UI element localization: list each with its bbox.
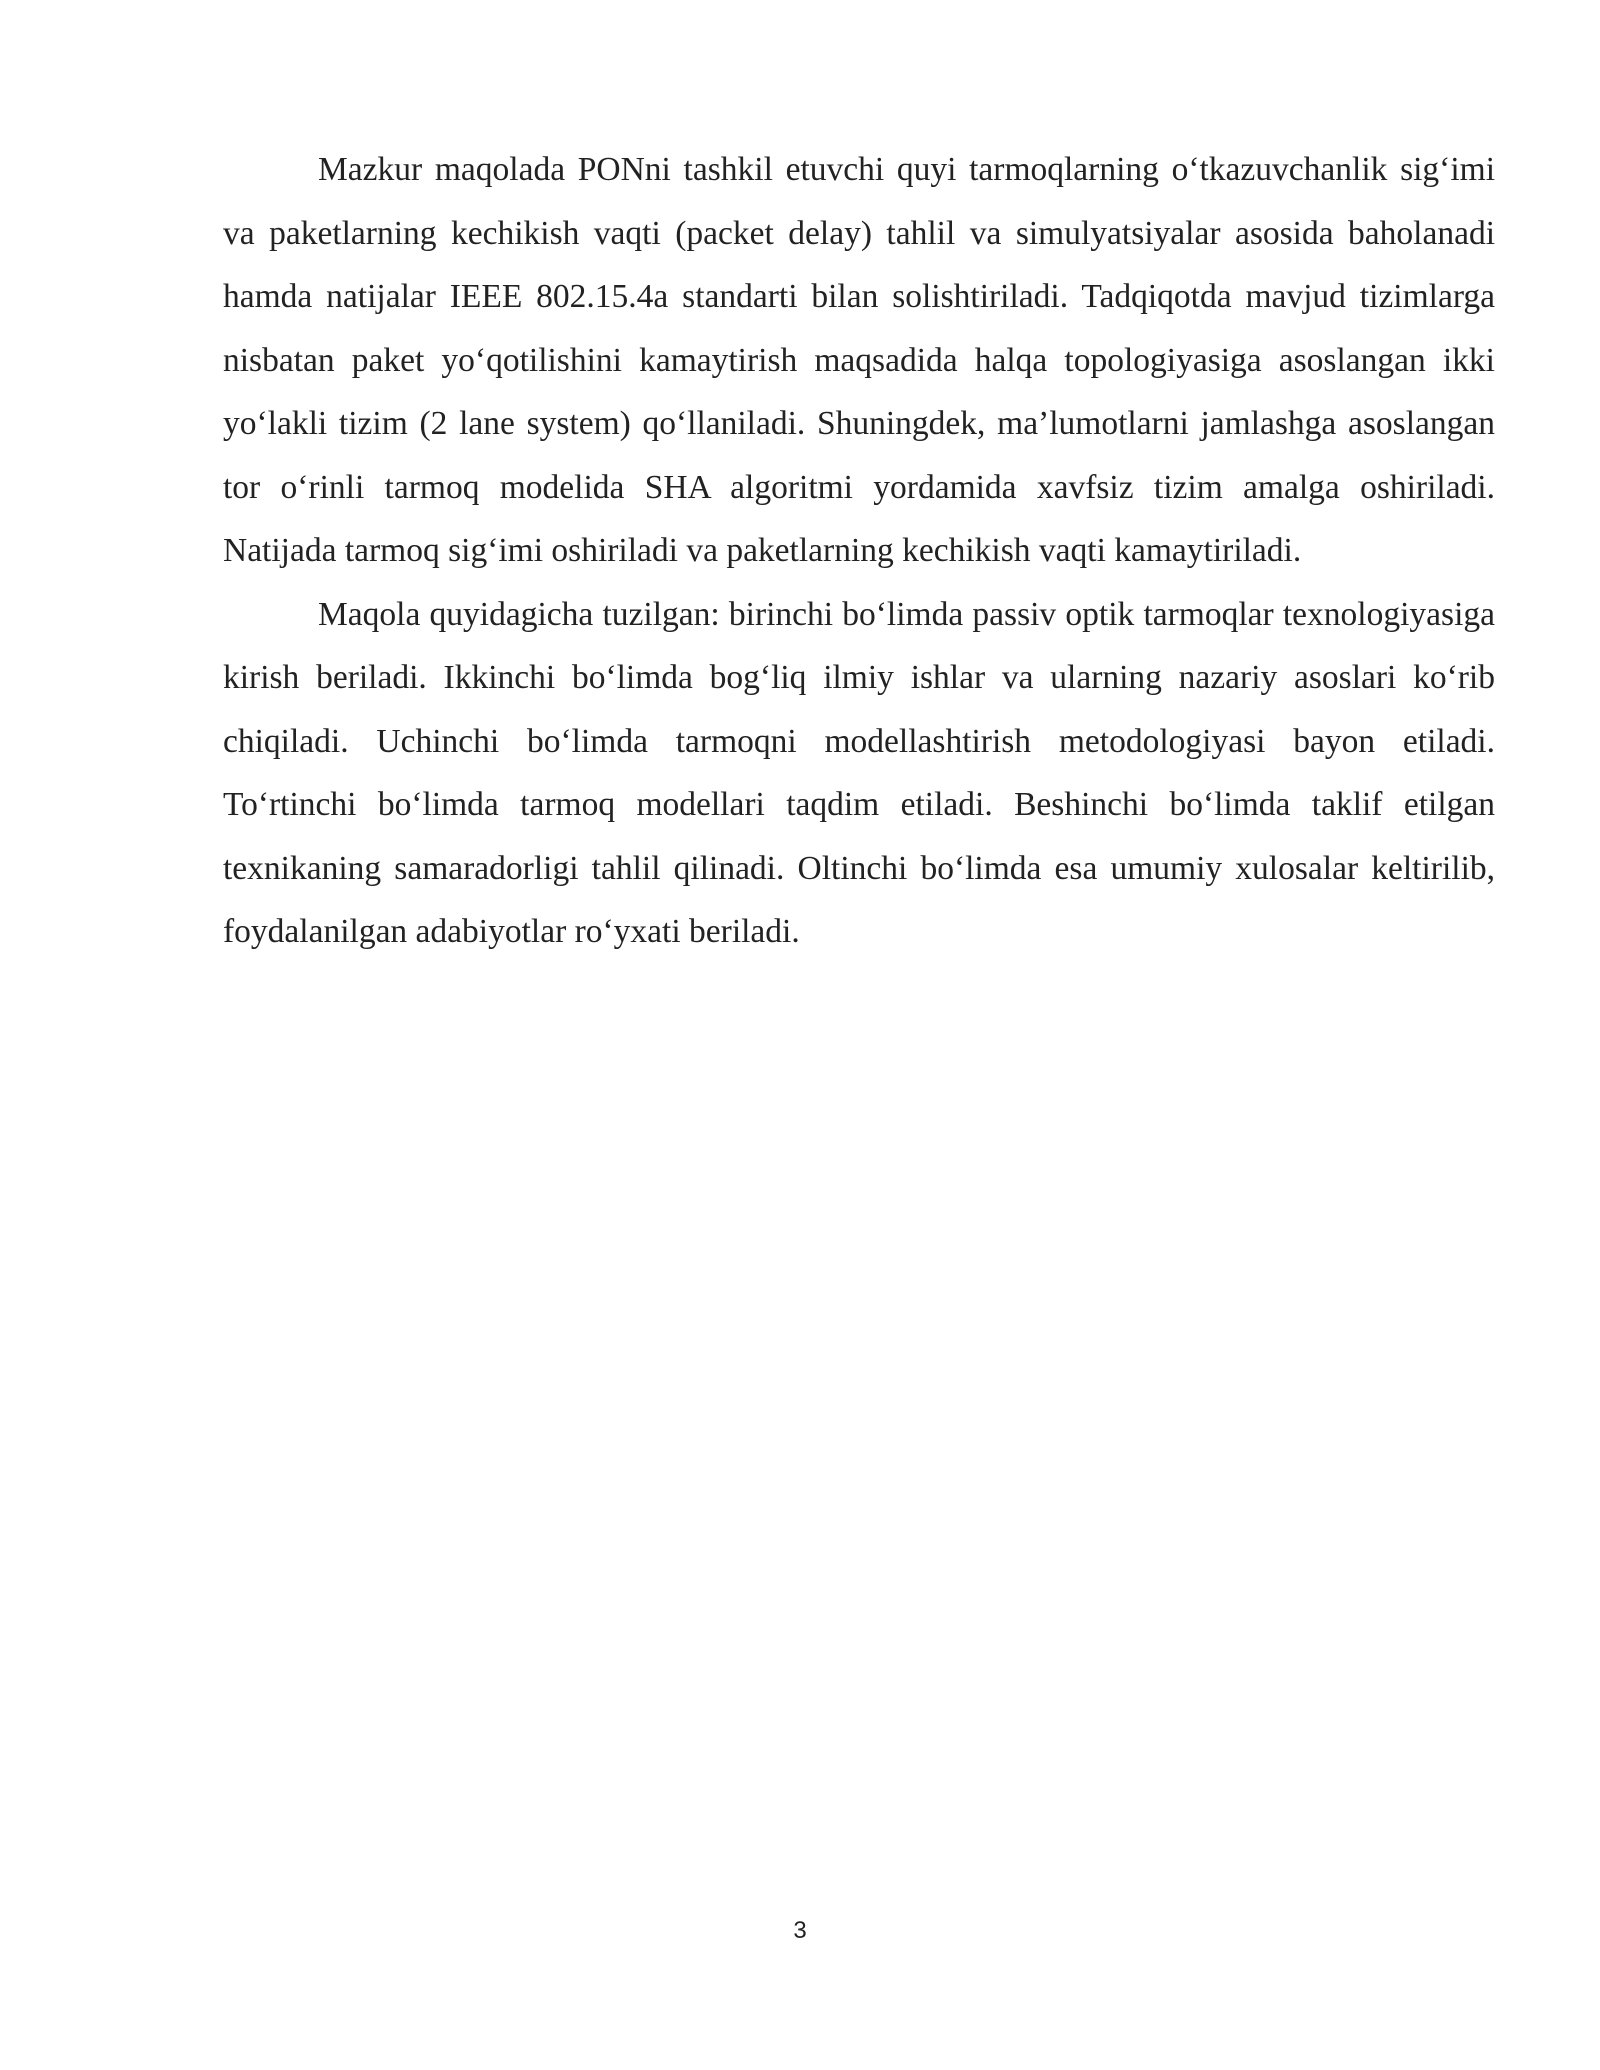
paragraph-structure: Maqola quyidagicha tuzilgan: birinchi bo‘limda passiv optik tarmoqlar texnologiyasiga kirish beriladi. Ikkinchi bo‘limda bog‘liq ilmiy ishlar va ularning nazariy asoslari ko‘rib chiqiladi. Uchinchi bo‘limda tarmoqni modellashtirish metodologiyasi bayon etiladi. To‘rtinchi bo‘limda tarmoq modellari taqdim etiladi. Beshinchi bo‘limda taklif etilgan texnikaning samaradorligi tahlil qilinadi. Oltinchi bo‘limda esa umumiy xulosalar keltirilib, foydalanilgan adabiyotlar ro‘yxati beriladi. <box>223 595 1495 950</box>
body-text <box>223 138 1495 964</box>
page-number: 3 <box>793 1917 807 1944</box>
paragraph-intro: Mazkur maqolada PONni tashkil etuvchi quyi tarmoqlarning o‘tkazuvchanlik sig‘imi va paketlarning kechikish vaqti (packet delay) tahlil va simulyatsiyalar asosida baholanadi hamda natijalar IEEE 802.15.4a standarti bilan solishtiriladi. Tadqiqotda mavjud tizimlarga nisbatan paket yo‘qotilishini kamaytirish maqsadida halqa topologiyasiga asoslangan ikki yo‘lakli tizim (2 lane system) qo‘llaniladi. Shuningdek, ma’lumotlarni jamlashga asoslangan tor o‘rinli tarmoq modelida SHA algoritmi yordamida xavfsiz tizim amalga oshiriladi. Natijada tarmoq sig‘imi oshiriladi va paketlarning kechikish vaqti kamaytiriladi. <box>223 151 1495 569</box>
